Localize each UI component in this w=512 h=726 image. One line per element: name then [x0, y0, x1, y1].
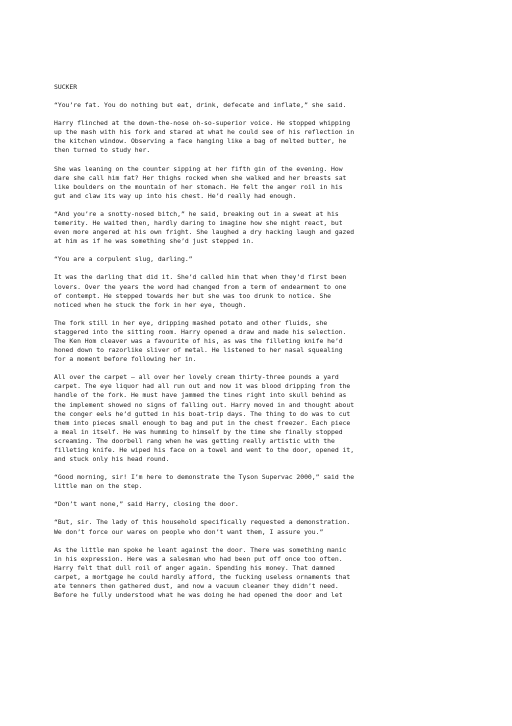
paragraph-7: The fork still in her eye, dripping mashed potato and other fluids, she staggered into the sitting room. Harry opened a draw and made his selection. The Ken Hom cleaver was a favourite of his, as was the filleting knife he’d honed down to razorlike sliver of metal. He listened to her nasal squealing for a moment before following her in.: [54, 318, 347, 364]
paragraph-9: “Good morning, sir! I’m here to demonstrate the Tyson Supervac 2000,” said the little man on the step.: [54, 473, 355, 491]
document-page: [54, 83, 474, 609]
paragraph-1: “You’re fat. You do nothing but eat, drink, defecate and inflate,” she said.: [54, 101, 347, 110]
paragraph-12: As the little man spoke he leant against the door. There was something manic in his expression. Here was a salesman who had been put off once too often. Harry felt that dull roil of anger again. Spending his money. That damned carpet, a mortgage he could hardly afford, the fucking useless ornaments that ate tenners then gathered dust, and now a vacuum cleaner they didn’t need. Before he fully understood what he was doing he had opened the door and let: [54, 545, 351, 600]
paragraph-10: “Don’t want none,” said Harry, closing the door.: [54, 500, 239, 509]
paragraph-2: Harry flinched at the down-the-nose oh-so-superior voice. He stopped whipping up the mash with his fork and stared at what he could see of his reflection in the kitchen window. Observing a face hanging like a bag of melted butter, he then turned to study her.: [54, 119, 355, 155]
paragraph-8: All over the carpet – all over her lovely cream thirty-three pounds a yard carpet. The eye liquor had all run out and now it was blood dripping from the handle of the fork. He must have jammed the tines right into skull behind as the implement showed no signs of falling out. Harry moved in and thought about the conger eels he’d gutted in his boat-trip days. The thing to do was to cut them into pieces small enough to bag and put in the chest freezer. Each piece a meal in itself. He was humming to himself by the time she finally stopped screaming. The doorbell rang when he was getting really artistic with the filleting knife. He wiped his face on a towel and went to the door, opened it, and stuck only his head round.: [54, 373, 355, 464]
paragraph-3: She was leaning on the counter sipping at her fifth gin of the evening. How dare she call him fat? Her thighs rocked when she walked and her breasts sat like boulders on the mountain of her stomach. He felt the anger roil in his gut and claw its way up into his chest. He’d really had enough.: [54, 164, 347, 200]
paragraph-5: “You are a corpulent slug, darling.”: [54, 255, 193, 264]
paragraph-6: It was the darling that did it. She’d called him that when they’d first been lovers. Over the years the word had changed from a term of endearment to one of contempt. He stepped towards her but she was too drunk to notice. She noticed when he stuck the fork in her eye, though.: [54, 273, 347, 309]
paragraph-11: “But, sir. The lady of this household specifically requested a demonstration. We don’t force our wares on people who don’t want them, I assure you.”: [54, 518, 351, 536]
paragraph-4: “And you’re a snotty-nosed bitch,” he said, breaking out in a sweat at his temerity. He waited then, hardly daring to imagine how she might react, but even more angered at his own fright. She laughed a dry hacking laugh and gazed at him as if he was something she’d just stepped in.: [54, 209, 355, 246]
story-title: SUCKER: [54, 83, 78, 91]
